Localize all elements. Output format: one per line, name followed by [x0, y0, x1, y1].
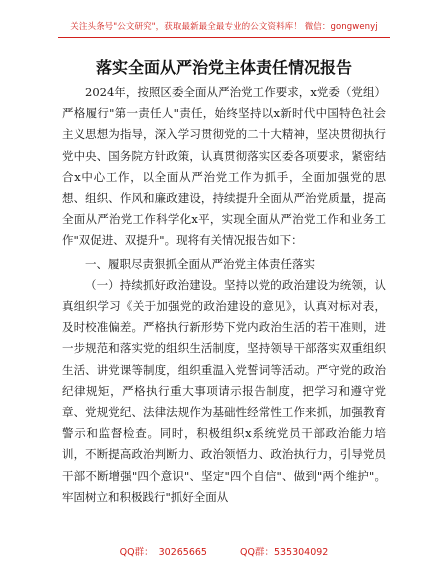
header-banner: 关注头条号"公文研究"，获取最新最全最专业的公文资料库！ 微信：gongwenyj	[70, 22, 378, 32]
footer-banner	[0, 544, 448, 558]
footer-qq-group-1: QQ群： 30265665	[119, 547, 207, 558]
intro-paragraph: 2024年，按照区委全面从严治党工作要求，x党委（党组）严格履行"第一责任人"责任，始终坚持以x新时代中国特色社会主义思想为指导，深入学习贯彻党的二十大精神，坚决贯彻执行党中央、国务院方针政策，认真贯彻落实区委各项要求，紧密结合x中心工作，以全面从严治党工作为抓手，全面加强党的思想、组织、作风和廉政建设，持续提升全面从严治党质量，提高全面从严治党工作科学化x平，实现全面从严治党工作和业务工作"双促进、双提升"。现将有关情况报告如下：	[62, 85, 386, 248]
document-body	[62, 82, 386, 508]
document-title: 落实全面从严治党主体责任情况报告	[95, 58, 352, 77]
header-divider	[58, 37, 390, 38]
body-paragraph: （一）持续抓好政治建设。坚持以党的政治建设为统领，认真组织学习《关于加强党的政治建设的意见》，认真对标对表，及时校准偏差。严格执行新形势下党内政治生活的若干准则，进一步规范和落实党的组织生活制度，坚持领导干部落实双重组织生活、讲党课等制度，组织重温入党誓词等活动。严守党的政治纪律规矩，严格执行重大事项请示报告制度，把学习和遵守党章、党规党纪、法律法规作为基础性经常性工作来抓，加强教育警示和监督检查。同时，积极组织x系统党员干部政治能力培训，不断提高政治判断力、政治领悟力、政治执行力，引导党员干部不断增强"四个意识"、坚定"四个自信"、做到"两个维护"。牢固树立和积极践行"抓好全面从	[62, 277, 386, 504]
section-heading: 一、履职尽责狠抓全面从严治党主体责任落实	[85, 256, 315, 271]
footer-qq-group-2: QQ群：535304092	[240, 547, 329, 558]
